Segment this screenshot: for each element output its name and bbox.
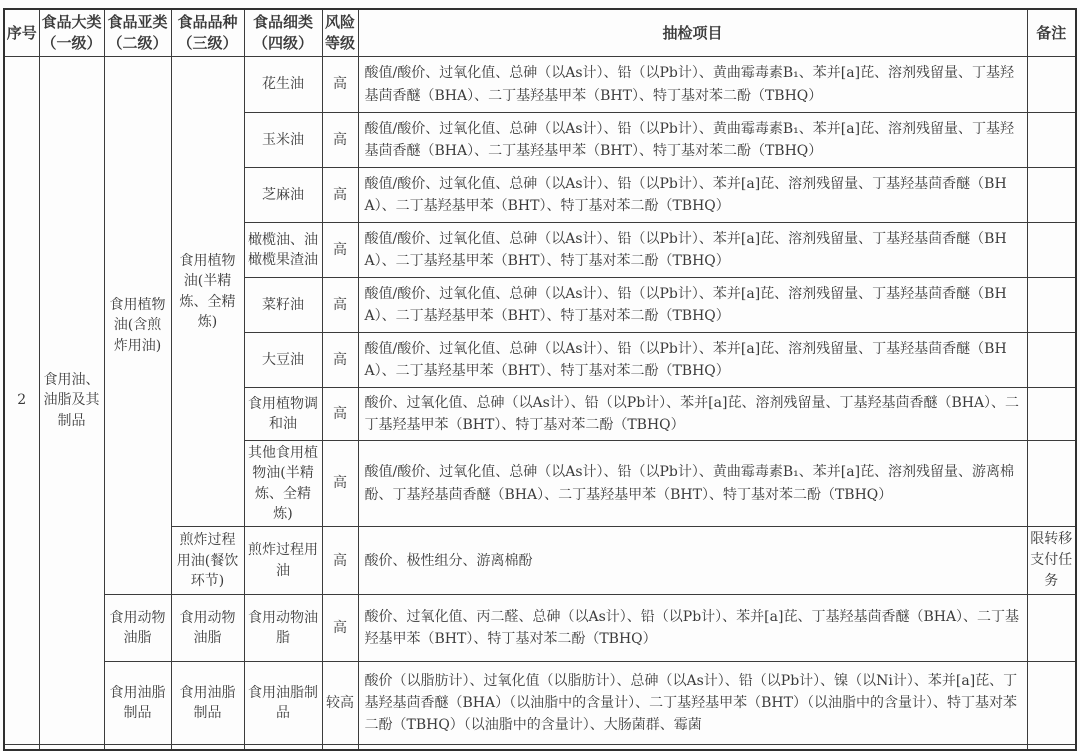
cell-subcategory [104, 745, 171, 751]
cell-risk: 高 [322, 113, 358, 168]
header-risk-level: 风险等级 [322, 9, 358, 57]
cell-note [1027, 745, 1076, 751]
cell-detail: 其他食用植物油(半精炼、全精炼) [244, 441, 322, 527]
cell-risk: 高 [322, 278, 358, 333]
cell-items: 酸值/酸价、过氧化值、总砷（以As计）、铅（以Pb计）、黄曲霉毒素B₁、苯并[a]芘、溶剂残留量、游离棉酚、丁基羟基茴香醚（BHA）、二丁基羟基甲苯（BHT）、特丁基对苯二酚（TBHQ） [358, 441, 1027, 527]
cell-detail: 玉米油 [244, 113, 322, 168]
cell-detail: 食用动物油脂 [244, 595, 322, 662]
cell-note [1027, 388, 1076, 441]
cell-note [1027, 278, 1076, 333]
cell-risk: 高 [322, 57, 358, 113]
cell-note [1027, 441, 1076, 527]
cell-items: 酸值/酸价、过氧化值、总砷（以As计）、铅（以Pb计）、苯并[a]芘、溶剂残留量、丁基羟基茴香醚（BHA）、二丁基羟基甲苯（BHT）、特丁基对苯二酚（TBHQ） [358, 333, 1027, 388]
header-remarks: 备注 [1027, 9, 1076, 57]
cell-subcategory-plant-oil: 食用植物油(含煎炸用油) [104, 57, 171, 595]
cell-note [1027, 333, 1076, 388]
food-inspection-table [3, 8, 1077, 751]
cell-items: 酸价、极性组分、游离棉酚 [358, 527, 1027, 595]
cell-serial: 2 [4, 57, 39, 745]
cell-subcategory-fat-products: 食用油脂制品 [104, 662, 171, 745]
cell-serial [4, 745, 39, 751]
table-row [4, 57, 1076, 113]
cell-items: 酸值/酸价、过氧化值、总砷（以As计）、铅（以Pb计）、苯并[a]芘、溶剂残留量、丁基羟基茴香醚（BHA）、二丁基羟基甲苯（BHT）、特丁基对苯二酚（TBHQ） [358, 168, 1027, 223]
header-row [4, 9, 1076, 57]
cell-items: 酸价（以脂肪计）、过氧化值（以脂肪计）、总砷（以As计）、铅（以Pb计）、镍（以Ni计）、苯并[a]芘、丁基羟基茴香醚（BHA）（以油脂中的含量计）、二丁基羟基甲苯（BHT）（以油脂中的含量计）、特丁基对苯二酚（TBHQ）（以油脂中的含量计）、大肠菌群、霉菌 [358, 662, 1027, 745]
cell-major-category [39, 745, 104, 751]
cell-items: 酸值/酸价、过氧化值、总砷（以As计）、铅（以Pb计）、黄曲霉毒素B₁、苯并[a]芘、溶剂残留量、丁基羟基茴香醚（BHA）、二丁基羟基甲苯（BHT）、特丁基对苯二酚（TBHQ） [358, 57, 1027, 113]
cell-note [1027, 113, 1076, 168]
cell-risk: 高 [322, 388, 358, 441]
cell-detail: 橄榄油、油橄榄果渣油 [244, 223, 322, 278]
header-variety: 食品品种（三级） [171, 9, 244, 57]
cell-note: 限转移支付任务 [1027, 527, 1076, 595]
table-row-partial [4, 745, 1076, 751]
cell-note [1027, 662, 1076, 745]
cell-detail: 芝麻油 [244, 168, 322, 223]
cell-detail: 大豆油 [244, 333, 322, 388]
cell-variety-plant-oil: 食用植物油(半精炼、全精炼) [171, 57, 244, 527]
cell-risk [322, 745, 358, 751]
cell-risk: 高 [322, 595, 358, 662]
cell-detail: 煎炸过程用油 [244, 527, 322, 595]
cell-risk: 高 [322, 527, 358, 595]
header-serial: 序号 [4, 9, 39, 57]
cell-note [1027, 223, 1076, 278]
cell-major-category: 食用油、油脂及其制品 [39, 57, 104, 745]
cell-variety-animal-fat: 食用动物油脂 [171, 595, 244, 662]
cell-risk: 高 [322, 168, 358, 223]
cell-risk: 高 [322, 333, 358, 388]
cell-note [1027, 595, 1076, 662]
cell-items: 酸价、过氧化值、总砷（以As计）、铅（以Pb计）、苯并[a]芘、溶剂残留量、丁基羟基茴香醚（BHA）、二丁基羟基甲苯（BHT）、特丁基对苯二酚（TBHQ） [358, 388, 1027, 441]
cell-risk: 高 [322, 441, 358, 527]
cell-items: 酸值/酸价、过氧化值、总砷（以As计）、铅（以Pb计）、苯并[a]芘、溶剂残留量、丁基羟基茴香醚（BHA）、二丁基羟基甲苯（BHT）、特丁基对苯二酚（TBHQ） [358, 278, 1027, 333]
cell-risk: 高 [322, 223, 358, 278]
table-row [4, 662, 1076, 745]
cell-items: 酸价、过氧化值、丙二醛、总砷（以As计）、铅（以Pb计）、苯并[a]芘、丁基羟基茴香醚（BHA）、二丁基羟基甲苯（BHT）、特丁基对苯二酚（TBHQ） [358, 595, 1027, 662]
cell-variety-frying-oil: 煎炸过程用油(餐饮环节) [171, 527, 244, 595]
header-inspection-items: 抽检项目 [358, 9, 1027, 57]
table-row [4, 595, 1076, 662]
cell-detail: 花生油 [244, 57, 322, 113]
cell-note [1027, 57, 1076, 113]
cell-risk: 较高 [322, 662, 358, 745]
cell-detail: 食用植物调和油 [244, 388, 322, 441]
header-detail-category: 食品细类（四级） [244, 9, 322, 57]
cell-detail: 食用油脂制品 [244, 662, 322, 745]
cell-variety [171, 745, 244, 751]
header-major-category: 食品大类（一级） [39, 9, 104, 57]
cell-variety-fat-products: 食用油脂制品 [171, 662, 244, 745]
cell-detail: 菜籽油 [244, 278, 322, 333]
header-subcategory: 食品亚类（二级） [104, 9, 171, 57]
cell-detail [244, 745, 322, 751]
cell-subcategory-animal-fat: 食用动物油脂 [104, 595, 171, 662]
cell-items [358, 745, 1027, 751]
cell-items: 酸值/酸价、过氧化值、总砷（以As计）、铅（以Pb计）、黄曲霉毒素B₁、苯并[a]芘、溶剂残留量、丁基羟基茴香醚（BHA）、二丁基羟基甲苯（BHT）、特丁基对苯二酚（TBHQ） [358, 113, 1027, 168]
cell-items: 酸值/酸价、过氧化值、总砷（以As计）、铅（以Pb计）、苯并[a]芘、溶剂残留量、丁基羟基茴香醚（BHA）、二丁基羟基甲苯（BHT）、特丁基对苯二酚（TBHQ） [358, 223, 1027, 278]
cell-note [1027, 168, 1076, 223]
